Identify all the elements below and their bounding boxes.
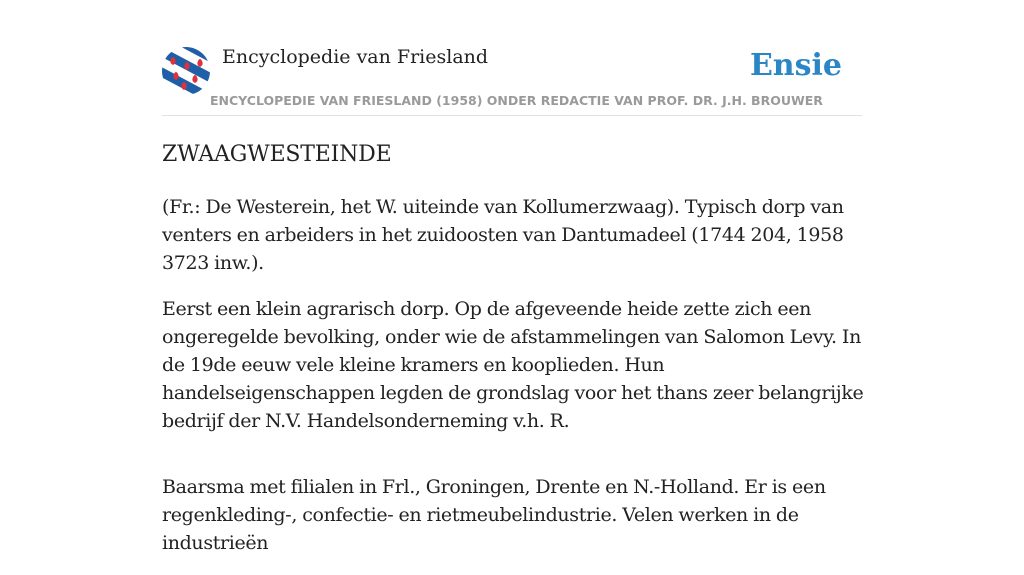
frisian-flag-icon[interactable] [162, 47, 210, 95]
article-headword: ZWAAGWESTEINDE [162, 142, 392, 167]
article-paragraph: Eerst een klein agrarisch dorp. Op de afgeveende heide zette zich een ongeregelde bevolking, onder wie de afstammelingen van Salomon Levy. In de 19de eeuw vele kleine kramers en kooplieden. Hun handelseigenschappen legden de grondslag voor het thans zeer belangrijke bedrijf der N.V. Handelsonderneming v.h. R. [162, 298, 864, 432]
source-subtitle: ENCYCLOPEDIE VAN FRIESLAND (1958) ONDER REDACTIE VAN PROF. DR. J.H. BROUWER [210, 93, 823, 108]
site-header [162, 44, 862, 116]
header-divider [162, 115, 862, 116]
source-title[interactable]: Encyclopedie van Friesland [222, 46, 489, 68]
article-paragraph: (Fr.: De Westerein, het W. uiteinde van Kollumerzwaag). Typisch dorp van venters en arbeiders in het zuidoosten van Dantumadeel (1744 204, 1958 3723 inw.). [162, 196, 844, 274]
article-paragraph: Baarsma met filialen in Frl., Groningen, Drente en N.-Holland. Er is een regenkleding-, confectie- en rietmeubelindustrie. Velen werken in de industrieën [162, 476, 826, 554]
brand-logo[interactable]: Ensie [749, 48, 842, 83]
article [162, 139, 864, 575]
